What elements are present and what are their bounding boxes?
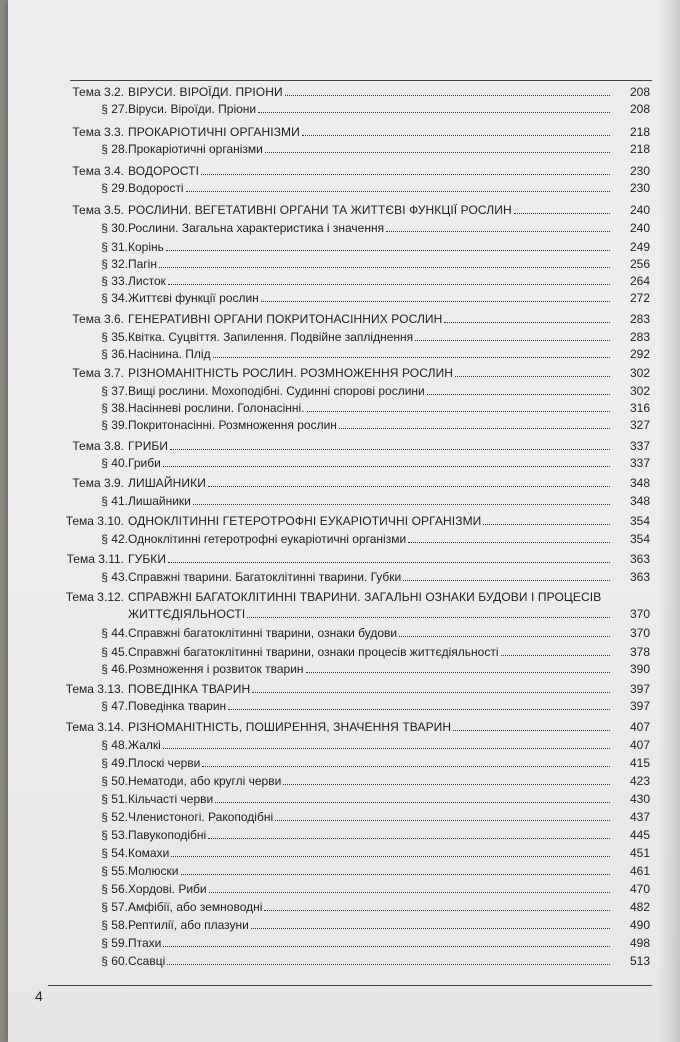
toc-section-row <box>8 755 680 772</box>
dot-leader <box>251 928 610 929</box>
section-title <box>128 881 612 898</box>
toc-section-row <box>8 220 680 237</box>
dot-leader <box>252 692 610 693</box>
toc-section-row <box>8 569 680 586</box>
page-ref: 370 <box>629 626 650 640</box>
entry-title-text: Амфібії, або земноводні <box>128 900 263 914</box>
entry-title-text: Птахи <box>128 936 162 950</box>
toc-topic-row <box>8 589 680 606</box>
book-page <box>8 0 680 1042</box>
topic-title <box>128 589 612 606</box>
page-ref: 337 <box>629 439 650 453</box>
dot-leader <box>408 542 610 543</box>
section-title <box>128 827 612 844</box>
dot-leader <box>453 730 610 731</box>
section-title <box>128 383 612 400</box>
section-title <box>128 239 612 256</box>
dot-leader <box>386 231 610 232</box>
page-ref: 397 <box>629 682 650 696</box>
toc-section-row <box>8 256 680 273</box>
dot-leader <box>208 838 610 839</box>
topic-number: Тема 3.5. <box>72 203 124 217</box>
page-ref: 451 <box>629 846 650 860</box>
section-number: § 60. <box>101 954 128 968</box>
topic-title <box>128 551 612 568</box>
section-title <box>128 899 612 916</box>
section-number: § 31. <box>101 240 128 254</box>
entry-title-text: Покритонасінні. Розмноження рослин <box>128 418 337 432</box>
toc-section-row <box>8 346 680 363</box>
section-title <box>128 791 612 808</box>
page-ref: 407 <box>629 720 650 734</box>
dot-leader <box>193 504 610 505</box>
section-title <box>128 141 612 158</box>
section-number: § 53. <box>101 828 128 842</box>
page-ref: 283 <box>629 312 650 326</box>
dot-leader <box>213 357 610 358</box>
toc-topic-row <box>8 202 680 219</box>
entry-title-text: Жалкі <box>128 738 161 752</box>
toc-topic-row <box>8 681 680 698</box>
dot-leader <box>285 95 610 96</box>
dot-leader <box>258 112 610 113</box>
section-number: § 32. <box>101 257 128 271</box>
page-ref: 218 <box>629 125 650 139</box>
dot-leader <box>302 135 610 136</box>
section-title <box>128 400 612 417</box>
section-number: § 28. <box>101 142 128 156</box>
toc-section-row <box>8 455 680 472</box>
page-ref: 363 <box>629 570 650 584</box>
dot-leader <box>427 394 610 395</box>
entry-title-text: Ссавці <box>128 954 166 968</box>
topic-number: Тема 3.11. <box>66 552 124 566</box>
section-title <box>128 101 612 118</box>
entry-title-text: Розмноження і розвиток тварин <box>128 662 304 676</box>
page-ref: 218 <box>629 142 650 156</box>
dot-leader <box>403 580 610 581</box>
section-number: § 33. <box>101 274 128 288</box>
page-ref: 208 <box>629 102 650 116</box>
topic-number: Тема 3.10. <box>65 514 124 528</box>
topic-title <box>128 719 612 736</box>
entry-title-text: Комахи <box>128 846 170 860</box>
entry-title-text: Водорості <box>128 181 184 195</box>
section-title <box>128 953 612 970</box>
section-title <box>128 644 612 661</box>
section-number: § 44. <box>101 626 128 640</box>
dot-leader <box>171 856 610 857</box>
dot-leader <box>483 524 610 525</box>
dot-leader <box>283 784 610 785</box>
topic-number: Тема 3.4. <box>72 164 124 178</box>
section-title <box>128 863 612 880</box>
dot-leader <box>444 322 610 323</box>
topic-title <box>128 202 612 219</box>
dot-leader <box>228 709 610 710</box>
entry-title-text: СПРАВЖНІ БАГАТОКЛІТИННІ ТВАРИНИ. ЗАГАЛЬНІ ОЗНАКИ БУДОВИ І ПРОЦЕСІВ <box>128 590 602 604</box>
page-ref: 230 <box>629 181 650 195</box>
section-title <box>128 737 612 754</box>
dot-leader <box>399 636 610 637</box>
section-number: § 30. <box>101 221 128 235</box>
entry-title-text: Пагін <box>128 257 157 271</box>
page-ref: 348 <box>629 494 650 508</box>
toc-section-row <box>8 737 680 754</box>
section-number: § 51. <box>101 792 128 806</box>
entry-title-text: Прокаріотичні організми <box>128 142 263 156</box>
entry-title-text: ВІРУСИ. ВІРОЇДИ. ПРІОНИ <box>128 85 283 99</box>
toc-section-row <box>8 935 680 952</box>
section-title <box>128 845 612 862</box>
toc-topic-row <box>8 163 680 180</box>
dot-leader <box>186 191 610 192</box>
section-number: § 55. <box>101 864 128 878</box>
section-number: § 47. <box>101 699 128 713</box>
section-title <box>128 273 612 290</box>
section-number: § 52. <box>101 810 128 824</box>
toc-section-row <box>8 180 680 197</box>
section-title <box>128 346 612 363</box>
section-number: § 40. <box>101 456 128 470</box>
section-title <box>128 290 612 307</box>
entry-title-text: Молюски <box>128 864 179 878</box>
section-number: § 50. <box>101 774 128 788</box>
page-ref: 208 <box>629 85 650 99</box>
entry-title-text: Вищі рослини. Мохоподібні. Судинні спорові рослини <box>128 384 425 398</box>
dot-leader <box>247 617 610 618</box>
section-title <box>128 180 612 197</box>
toc-section-row <box>8 400 680 417</box>
section-title <box>128 455 612 472</box>
entry-title-text: Корінь <box>128 240 164 254</box>
toc-section-row <box>8 290 680 307</box>
topic-number: Тема 3.12. <box>65 590 124 604</box>
page-ref: 370 <box>629 607 650 621</box>
topic-number: Тема 3.7. <box>72 366 124 380</box>
dot-leader <box>159 267 610 268</box>
toc-section-row <box>8 644 680 661</box>
toc-section-row <box>8 383 680 400</box>
section-title <box>128 755 612 772</box>
section-title <box>128 417 612 434</box>
page-ref: 316 <box>629 401 650 415</box>
toc-section-row <box>8 329 680 346</box>
topic-title <box>128 163 612 180</box>
section-title <box>128 329 612 346</box>
section-title <box>128 256 612 273</box>
entry-title-text: ПОВЕДІНКА ТВАРИН <box>128 682 251 696</box>
entry-title-text: Гриби <box>128 456 161 470</box>
bottom-rule <box>48 985 652 986</box>
section-title <box>128 531 612 548</box>
section-number: § 58. <box>101 918 128 932</box>
section-title <box>128 661 612 678</box>
dot-leader <box>215 802 610 803</box>
page-ref: 302 <box>629 384 650 398</box>
toc-section-row <box>8 273 680 290</box>
entry-title-text: Поведінка тварин <box>128 699 227 713</box>
dot-leader <box>201 174 610 175</box>
entry-title-text: Членистоногі. Ракоподібні <box>128 810 274 824</box>
section-number: § 38. <box>101 401 128 415</box>
page-ref: 354 <box>629 514 650 528</box>
toc-topic-row <box>8 475 680 492</box>
entry-title-text: ЛИШАЙНИКИ <box>128 476 206 490</box>
topic-number: Тема 3.8. <box>72 439 124 453</box>
page-ref: 407 <box>629 738 650 752</box>
page-ref: 470 <box>629 882 650 896</box>
dot-leader <box>209 892 610 893</box>
entry-title-text: Віруси. Віроїди. Пріони <box>128 102 257 116</box>
entry-title-text: ГЕНЕРАТИВНІ ОРГАНИ ПОКРИТОНАСІННИХ РОСЛИН <box>128 312 443 326</box>
topic-number: Тема 3.9. <box>72 476 124 490</box>
dot-leader <box>265 152 610 153</box>
dot-leader <box>163 748 610 749</box>
page-ref: 337 <box>629 456 650 470</box>
toc-section-row <box>8 827 680 844</box>
page-ref: 445 <box>629 828 650 842</box>
dot-leader <box>261 301 610 302</box>
entry-title-text: Кільчасті черви <box>128 792 214 806</box>
toc-topic-row <box>8 365 680 382</box>
topic-number: Тема 3.13. <box>65 682 124 696</box>
toc-section-row <box>8 141 680 158</box>
toc-section-row <box>8 625 680 642</box>
dot-leader <box>306 672 610 673</box>
toc-section-row <box>8 791 680 808</box>
page-ref: 513 <box>629 954 650 968</box>
section-title <box>128 493 612 510</box>
page-ref: 378 <box>629 645 650 659</box>
section-title <box>128 809 612 826</box>
entry-title-text: ПРОКАРІОТИЧНІ ОРГАНІЗМИ <box>128 125 300 139</box>
section-number: § 36. <box>101 347 128 361</box>
toc-section-row <box>8 953 680 970</box>
entry-title-text: РІЗНОМАНІТНІСТЬ РОСЛИН. РОЗМНОЖЕННЯ РОСЛИН <box>128 366 454 380</box>
section-number: § 48. <box>101 738 128 752</box>
toc-section-row <box>8 809 680 826</box>
topic-title <box>128 513 612 530</box>
page-ref: 272 <box>629 291 650 305</box>
page-ref: 390 <box>629 662 650 676</box>
dot-leader <box>163 466 610 467</box>
toc-topic-row <box>8 84 680 101</box>
toc-topic-row <box>8 124 680 141</box>
dot-leader <box>307 411 611 412</box>
page-ref: 292 <box>629 347 650 361</box>
entry-title-text: Насінневі рослини. Голонасінні. <box>128 401 305 415</box>
toc-section-row <box>8 773 680 790</box>
section-number: § 42. <box>101 532 128 546</box>
dot-leader <box>264 910 610 911</box>
section-number: § 49. <box>101 756 128 770</box>
entry-title-text: Плоскі черви <box>128 756 201 770</box>
top-rule <box>70 80 652 81</box>
topic-title <box>128 365 612 382</box>
dot-leader <box>455 376 610 377</box>
entry-title-text: Рослини. Загальна характеристика і значення <box>128 221 385 235</box>
entry-title-text: Справжні тварини. Багатоклітинні тварини. Губки <box>128 570 402 584</box>
section-title <box>128 220 612 237</box>
section-number: § 56. <box>101 882 128 896</box>
page-ref: 397 <box>629 699 650 713</box>
dot-leader <box>275 820 610 821</box>
toc-section-row <box>8 101 680 118</box>
dot-leader <box>170 449 610 450</box>
toc-section-row <box>8 239 680 256</box>
toc-topic-row <box>8 719 680 736</box>
entry-title-text: Павукоподібні <box>128 828 207 842</box>
entry-title-text: Листок <box>128 274 166 288</box>
entry-title-text: Одноклітинні гетеротрофні еукаріотичні організми <box>128 532 407 546</box>
section-title <box>128 935 612 952</box>
topic-title <box>128 124 612 141</box>
toc-section-row <box>8 531 680 548</box>
topic-title <box>128 681 612 698</box>
section-number: § 54. <box>101 846 128 860</box>
page-ref: 482 <box>629 900 650 914</box>
dot-leader <box>168 284 610 285</box>
entry-title-text: РІЗНОМАНІТНІСТЬ, ПОШИРЕННЯ, ЗНАЧЕННЯ ТВАРИН <box>128 720 452 734</box>
section-number: § 29. <box>101 181 128 195</box>
section-number: § 43. <box>101 570 128 584</box>
toc-section-row <box>8 863 680 880</box>
entry-title-text: Лишайники <box>128 494 191 508</box>
section-title <box>128 773 612 790</box>
entry-title-text: Життєві функції рослин <box>128 291 259 305</box>
entry-title-text: Справжні багатоклітинні тварини, ознаки процесів життєдіяльності <box>128 645 499 659</box>
page-ref: 415 <box>629 756 650 770</box>
topic-number: Тема 3.14. <box>65 720 124 734</box>
section-number: § 59. <box>101 936 128 950</box>
page-ref: 423 <box>629 774 650 788</box>
entry-title-text: ВОДОРОСТІ <box>128 164 200 178</box>
entry-title-text: Рептилії, або плазуни <box>128 918 249 932</box>
entry-title-text: ОДНОКЛІТИННІ ГЕТЕРОТРОФНІ ЕУКАРІОТИЧНІ ОРГАНІЗМИ <box>128 514 482 528</box>
entry-title-text: ГРИБИ <box>128 439 169 453</box>
page-ref: 302 <box>629 366 650 380</box>
topic-title <box>128 84 612 101</box>
topic-number: Тема 3.6. <box>72 312 124 326</box>
page-ref: 348 <box>629 476 650 490</box>
dot-leader <box>168 562 610 563</box>
section-number: § 57. <box>101 900 128 914</box>
page-ref: 354 <box>629 532 650 546</box>
page-number: 4 <box>35 988 43 1004</box>
toc-section-row <box>8 845 680 862</box>
dot-leader <box>339 428 610 429</box>
dot-leader <box>514 213 610 214</box>
page-ref: 249 <box>629 240 650 254</box>
toc-section-row <box>8 698 680 715</box>
dot-leader <box>166 250 610 251</box>
entry-title-text: Насінина. Плід <box>128 347 211 361</box>
topic-number: Тема 3.3. <box>72 125 124 139</box>
dot-leader <box>208 486 610 487</box>
topic-title <box>128 475 612 492</box>
toc-section-row <box>8 417 680 434</box>
toc-topic-row <box>8 606 680 623</box>
toc-section-row <box>8 493 680 510</box>
section-number: § 45. <box>101 645 128 659</box>
section-number: § 35. <box>101 330 128 344</box>
toc-section-row <box>8 881 680 898</box>
section-title <box>128 569 612 586</box>
page-ref: 461 <box>629 864 650 878</box>
entry-title-text: Справжні багатоклітинні тварини, ознаки будови <box>128 626 398 640</box>
page-ref: 437 <box>629 810 650 824</box>
toc-topic-row <box>8 311 680 328</box>
entry-title-text: ГУБКИ <box>128 552 167 566</box>
dot-leader <box>163 946 610 947</box>
page-ref: 283 <box>629 330 650 344</box>
topic-number: Тема 3.2. <box>72 85 124 99</box>
entry-title-text: Нематоди, або круглі черви <box>128 774 282 788</box>
entry-title-text: Хордові. Риби <box>128 882 207 896</box>
section-number: § 39. <box>101 418 128 432</box>
toc-topic-row <box>8 438 680 455</box>
page-ref: 490 <box>629 918 650 932</box>
topic-title <box>128 438 612 455</box>
page-ref: 327 <box>629 418 650 432</box>
entry-title-text: РОСЛИНИ. ВЕГЕТАТИВНІ ОРГАНИ ТА ЖИТТЄВІ ФУНКЦІЇ РОСЛИН <box>128 203 512 217</box>
page-ref: 430 <box>629 792 650 806</box>
page-ref: 363 <box>629 552 650 566</box>
section-number: § 34. <box>101 291 128 305</box>
toc-topic-row <box>8 551 680 568</box>
section-title <box>128 625 612 642</box>
toc-section-row <box>8 917 680 934</box>
dot-leader <box>501 655 610 656</box>
entry-title-text: Квітка. Суцвіття. Запилення. Подвійне запліднення <box>128 330 414 344</box>
toc-topic-row <box>8 513 680 530</box>
dot-leader <box>415 340 610 341</box>
section-number: § 37. <box>101 384 128 398</box>
dot-leader <box>202 766 610 767</box>
section-number: § 46. <box>101 662 128 676</box>
topic-title <box>128 606 612 623</box>
section-title <box>128 917 612 934</box>
section-number: § 27. <box>101 102 128 116</box>
toc-section-row <box>8 899 680 916</box>
toc-section-row <box>8 661 680 678</box>
page-ref: 264 <box>629 274 650 288</box>
section-title <box>128 698 612 715</box>
page-ref: 498 <box>629 936 650 950</box>
page-ref: 240 <box>629 203 650 217</box>
entry-title-text: ЖИТТЄДІЯЛЬНОСТІ <box>128 607 246 621</box>
section-number: § 41. <box>101 494 128 508</box>
page-ref: 256 <box>629 257 650 271</box>
dot-leader <box>181 874 611 875</box>
page-ref: 240 <box>629 221 650 235</box>
dot-leader <box>167 964 610 965</box>
page-ref: 230 <box>629 164 650 178</box>
topic-title <box>128 311 612 328</box>
